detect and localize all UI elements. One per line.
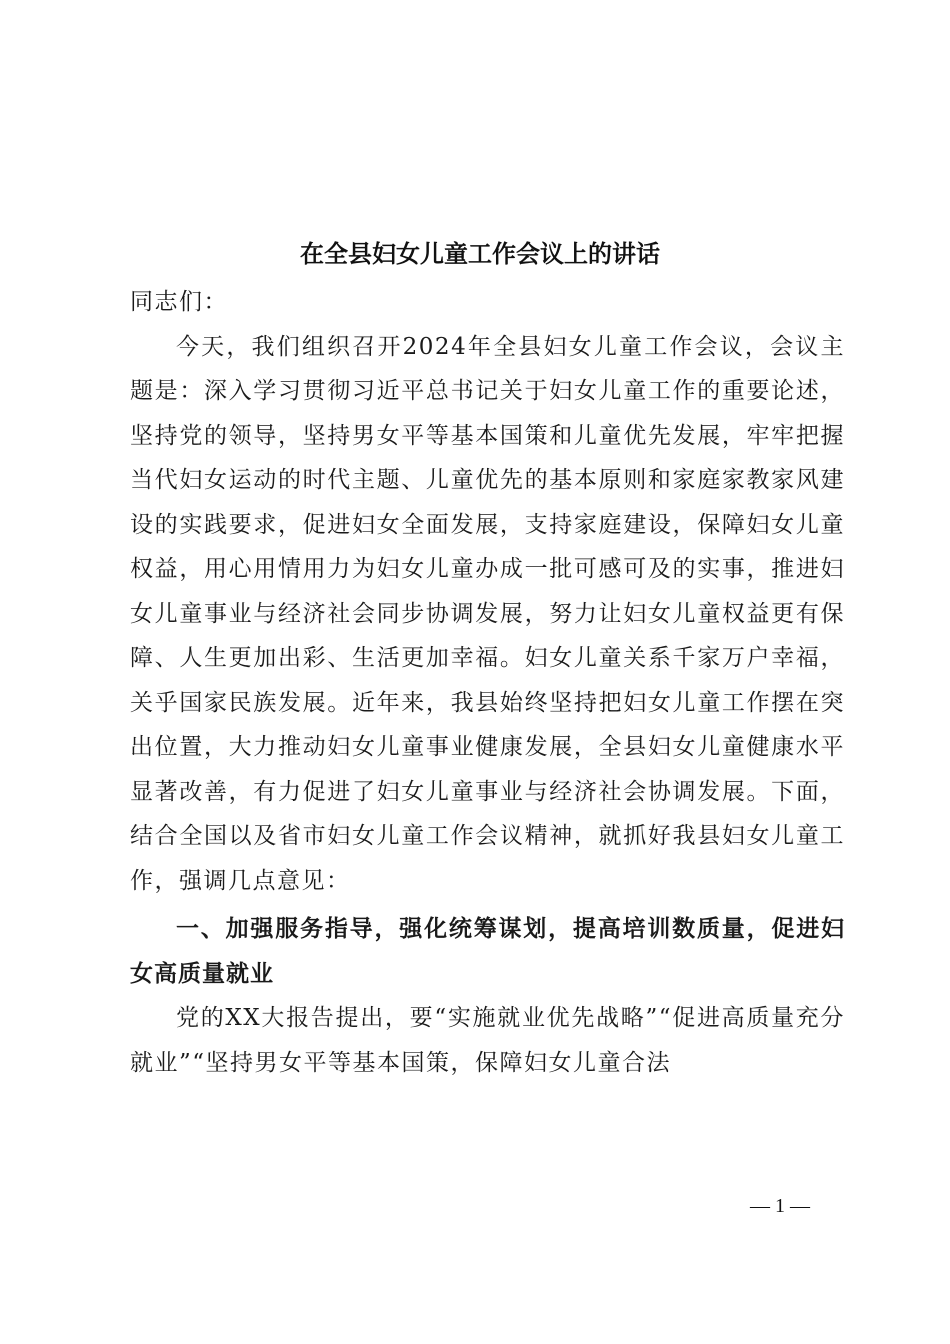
section-1-paragraph: 党的XX大报告提出，要“实施就业优先战略”“促进高质量充分就业”“坚持男女平等基本国策，保障妇女儿童合法 (130, 1005, 845, 1076)
document-body (130, 280, 845, 1085)
intro-paragraph: 今天，我们组织召开2024年全县妇女儿童工作会议，会议主题是：深入学习贯彻习近平总书记关于妇女儿童工作的重要论述，坚持党的领导，坚持男女平等基本国策和儿童优先发展，牢牢把握当代妇女运动的时代主题、儿童优先的基本原则和家庭家教家风建设的实践要求，促进妇女全面发展，支持家庭建设，保障妇女儿童权益，用心用情用力为妇女儿童办成一批可感可及的实事，推进妇女儿童事业与经济社会同步协调发展，努力让妇女儿童权益更有保障、人生更加出彩、生活更加幸福。妇女儿童关系千家万户幸福，关乎国家民族发展。近年来，我县始终坚持把妇女儿童工作摆在突出位置，大力推动妇女儿童事业健康发展，全县妇女儿童健康水平显著改善，有力促进了妇女儿童事业与经济社会协调发展。下面，结合全国以及省市妇女儿童工作会议精神，就抓好我县妇女儿童工作，强调几点意见： (130, 333, 845, 894)
section-heading-1: 一、加强服务指导，强化统筹谋划，提高培训数质量，促进妇女高质量就业 (130, 916, 845, 987)
document-title: 在全县妇女儿童工作会议上的讲话 (300, 239, 660, 268)
page-number: — 1 — (750, 1195, 810, 1217)
salutation: 同志们： (130, 289, 228, 315)
